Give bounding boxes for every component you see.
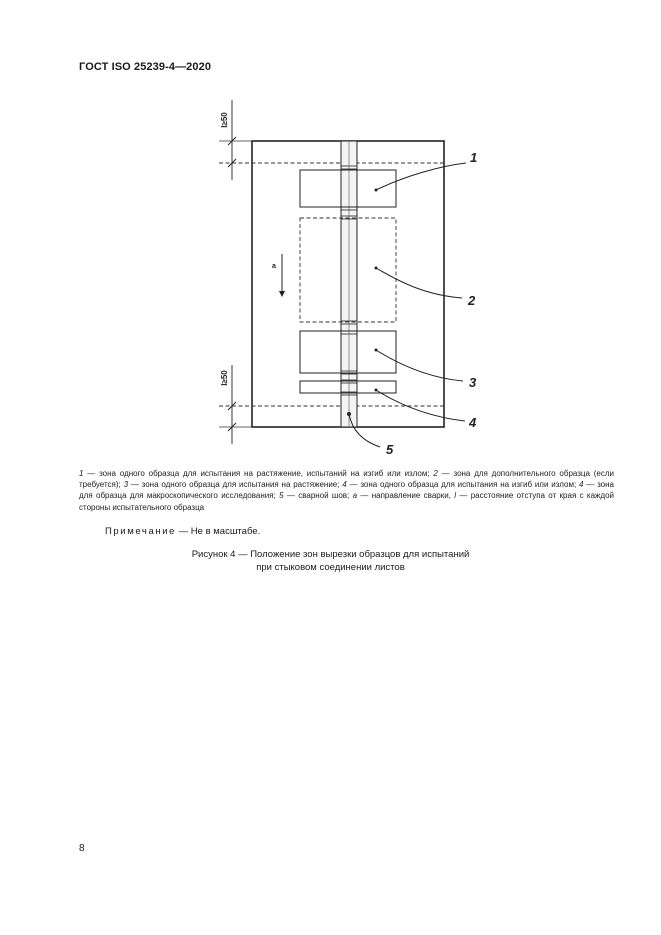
- legend-num-5: 5: [279, 491, 284, 501]
- legend-num-a: a: [352, 491, 358, 501]
- legend-text-3: зона одного образца для испытания на растяжение;: [141, 480, 340, 490]
- note-label: Примечание: [105, 526, 176, 537]
- bottom-dimension-label: l≥50: [220, 370, 229, 386]
- callout-4: 4: [469, 415, 477, 430]
- standard-header: ГОСТ ISO 25239-4—2020: [79, 61, 212, 73]
- figure-title-line-2: при стыковом соединении листов: [256, 561, 405, 573]
- callout-2: 2: [468, 293, 476, 308]
- legend-num-3: 3: [123, 480, 129, 490]
- callout-3: 3: [469, 375, 477, 390]
- figure-note: [105, 526, 260, 537]
- callout-1: 1: [470, 150, 478, 165]
- legend-text-5: сварной шов;: [298, 491, 350, 501]
- legend-text-4: зона одного образца для испытания на изгиб или излом;: [360, 480, 577, 490]
- legend-text-1: зона одного образца для испытания на растяжение, испытаний на изгиб или излом;: [99, 469, 430, 478]
- figure-title: [79, 549, 582, 574]
- legend-num-2: 2: [433, 469, 438, 478]
- note-text: — Не в масштабе.: [178, 526, 261, 537]
- legend-text-2: зона для дополнительного образца (если требуется);: [79, 469, 615, 490]
- leader-lines: [349, 163, 466, 447]
- legend-text-l: расстояние отступа от края с каждой стороны испытательного образца: [79, 491, 614, 512]
- page-number: 8: [79, 843, 85, 854]
- figure-title-line-1: Рисунок 4 — Положение зон вырезки образцов для испытаний: [191, 549, 470, 560]
- callout-5: 5: [386, 442, 394, 457]
- legend-text-a: направление сварки,: [371, 491, 451, 501]
- legend-num-l: l: [454, 491, 457, 501]
- figure-legend: 1 — зона одного образца для испытания на растяжение, испытаний на изгиб или излом; 2 — зона для дополнительного образца (если требуется); 3 — зона одного образца для испытания на растяжение; 4 — зона одного образца для испытания на изгиб или излом; 4 — зона для образца для макроскопического исследования; 5 — сварной шов; a — направление сварки, l — расстояние отступа от края с каждой стороны испытательного образца: [79, 469, 615, 512]
- legend-num-1: 1: [79, 469, 84, 478]
- welding-direction-label: a: [272, 263, 276, 270]
- top-dimension-label: l≥50: [220, 112, 229, 128]
- legend-text-4b: зона для образца для макроскопического исследования;: [79, 480, 614, 501]
- legend-num-4: 4: [342, 480, 347, 490]
